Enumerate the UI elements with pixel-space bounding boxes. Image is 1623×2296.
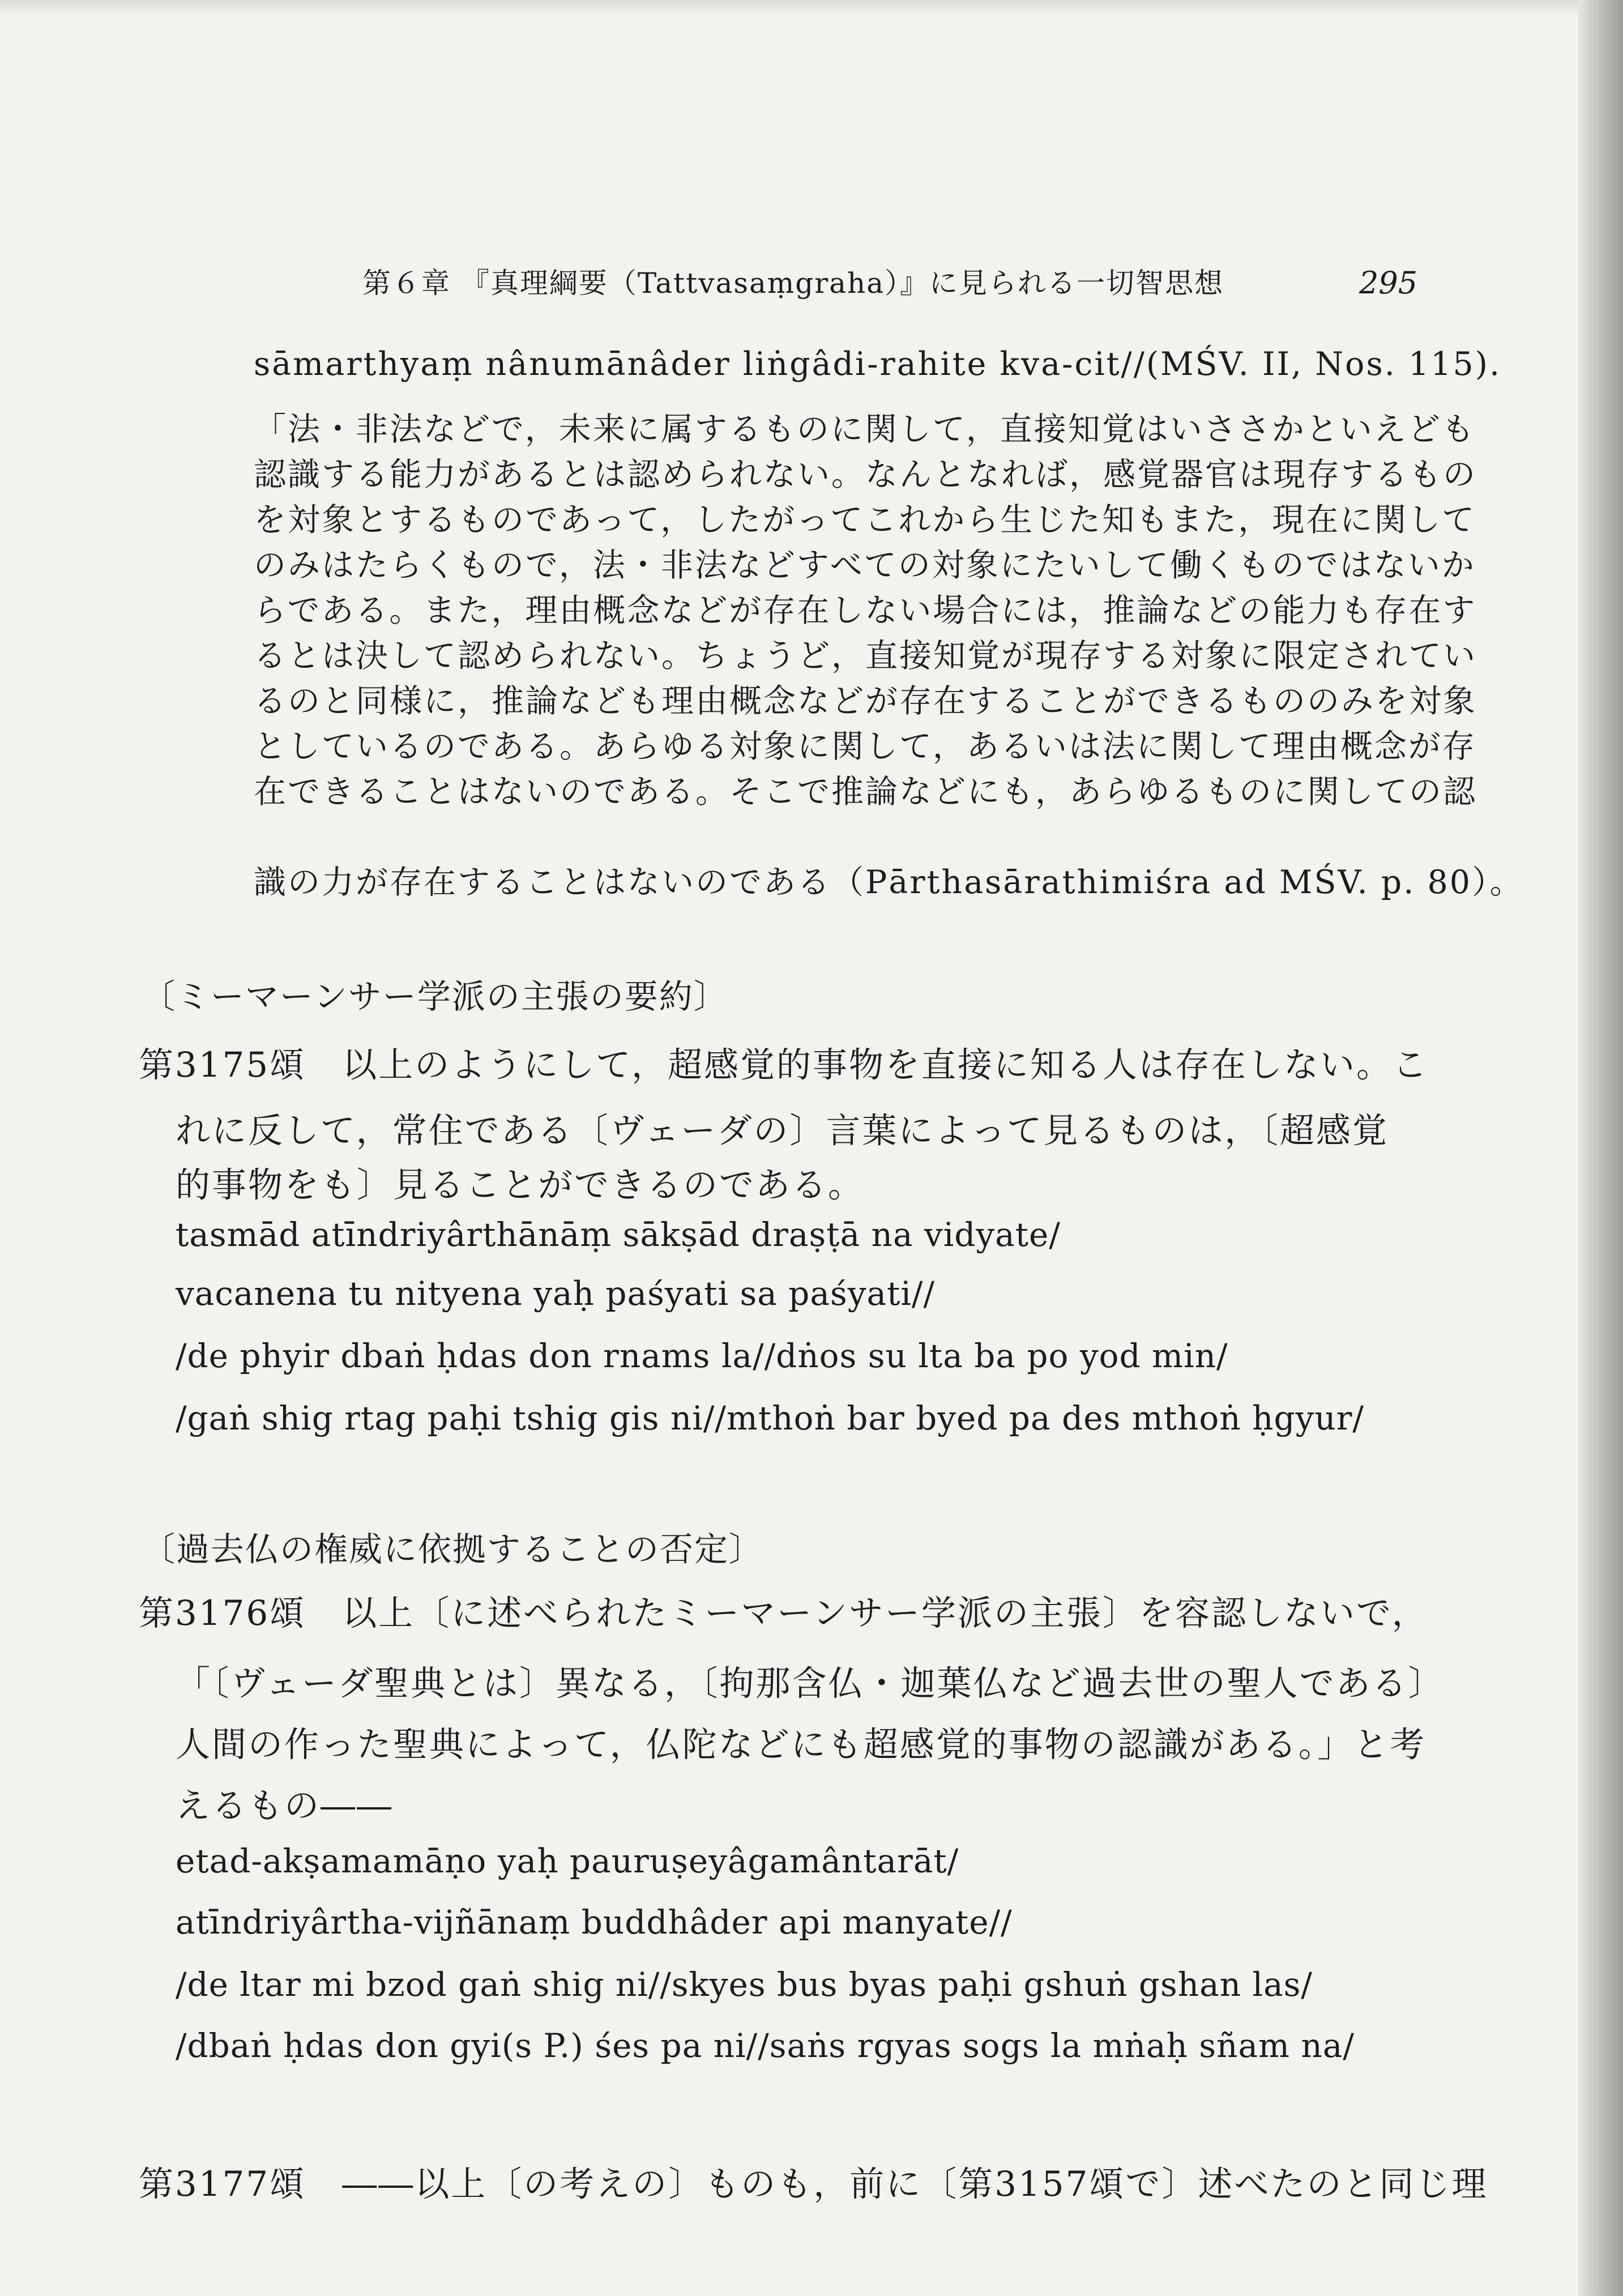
verse-line: 「〔ヴェーダ聖典とは〕異なる，〔拘那含仏・迦葉仏など過去世の聖人である〕 (176, 1663, 1445, 1704)
verse-line: えるもの―― (176, 1786, 394, 1826)
section-heading: 〔過去仏の権威に依拠することの否定〕 (142, 1530, 764, 1569)
tibetan-line: /de ltar mi bzod gaṅ shig ni//skyes bus byas paḥi gshuṅ gshan las/ (176, 1965, 1313, 2004)
quote-line: 「法・非法などで，未来に属するものに関して，直接知覚はいささかといえども (254, 411, 1476, 448)
sanskrit-line: vacanena tu nityena yaḥ paśyati sa paśyati// (176, 1274, 936, 1313)
sanskrit-line: etad-akṣamamāṇo yaḥ pauruṣeyâgamântarāt/ (176, 1842, 959, 1880)
verse-line: 第3175頌 以上のようにして，超感覚的事物を直接に知る人は存在しない。こ (139, 1045, 1429, 1085)
quote-line: るとは決して認められない。ちょうど，直接知覚が現存する対象に限定されてい (254, 637, 1477, 675)
tibetan-line: /dbaṅ ḥdas don gyi(s P.) śes pa ni//saṅs rgyas sogs la mṅaḥ sñam na/ (176, 2026, 1355, 2065)
tibetan-line: /gaṅ shig rtag paḥi tshig gis ni//mthoṅ bar byed pa des mthoṅ ḥgyur/ (176, 1399, 1364, 1437)
verse-line: 第3177頌 ――以上〔の考えの〕ものも，前に〔第3157頌で〕述べたのと同じ理 (139, 2164, 1488, 2204)
quote-line: としているのである。あらゆる対象に関して，あるいは法に関して理由概念が存 (254, 728, 1476, 765)
sanskrit-line: tasmād atīndriyârthānāṃ sākṣād draṣṭā na vidyate/ (176, 1215, 1061, 1254)
quote-line: 在できることはないのである。そこで推論などにも，あらゆるものに関しての認 (254, 773, 1477, 810)
running-header: 第６章 『真理綱要（Tattvasaṃgraha）』に見られる一切智思想 (362, 267, 1224, 300)
quote-line: るのと同様に，推論なども理由概念などが存在することができるもののみを対象 (254, 682, 1477, 720)
quote-line: を対象とするものであって，したがってこれから生じた知もまた，現在に関して (254, 501, 1476, 539)
quote-line: のみはたらくもので，法・非法などすべての対象にたいして働くものではないか (254, 547, 1476, 584)
scan-right-edge (1578, 0, 1623, 2296)
scan-top-edge (0, 0, 1623, 15)
verse-line: 人間の作った聖典によって，仏陀などにも超感覚的事物の認識がある。」と考 (176, 1725, 1426, 1765)
quote-line: 認識する能力があるとは認められない。なんとなれば，感覚器官は現存するもの (254, 456, 1477, 493)
page-number: 295 (1359, 265, 1418, 301)
tibetan-line: /de phyir dbaṅ ḥdas don rnams la//dṅos su lta ba po yod min/ (176, 1337, 1228, 1375)
quote-line: 識の力が存在することはないのである（Pārthasārathimiśra ad MŚV. p. 80）。 (254, 864, 1524, 901)
section-heading: 〔ミーマーンサー学派の主張の要約〕 (142, 977, 728, 1016)
quote-line: らである。また，理由概念などが存在しない場合には，推論などの能力も存在す (254, 592, 1477, 629)
verse-line: れに反して，常住である〔ヴェーダの〕言葉によって見るものは，〔超感覚 (176, 1111, 1389, 1151)
verse-line: 第3176頌 以上〔に述べられたミーマーンサー学派の主張〕を容認しないで， (139, 1593, 1428, 1633)
verse-line: 的事物をも〕見ることができるのである。 (176, 1165, 865, 1205)
quote-line: sāmarthyaṃ nânumānâder liṅgâdi-rahite kva-cit//(MŚV. II, Nos. 115). (254, 345, 1502, 383)
sanskrit-line: atīndriyârtha-vijñānaṃ buddhâder api manyate// (176, 1903, 1013, 1941)
